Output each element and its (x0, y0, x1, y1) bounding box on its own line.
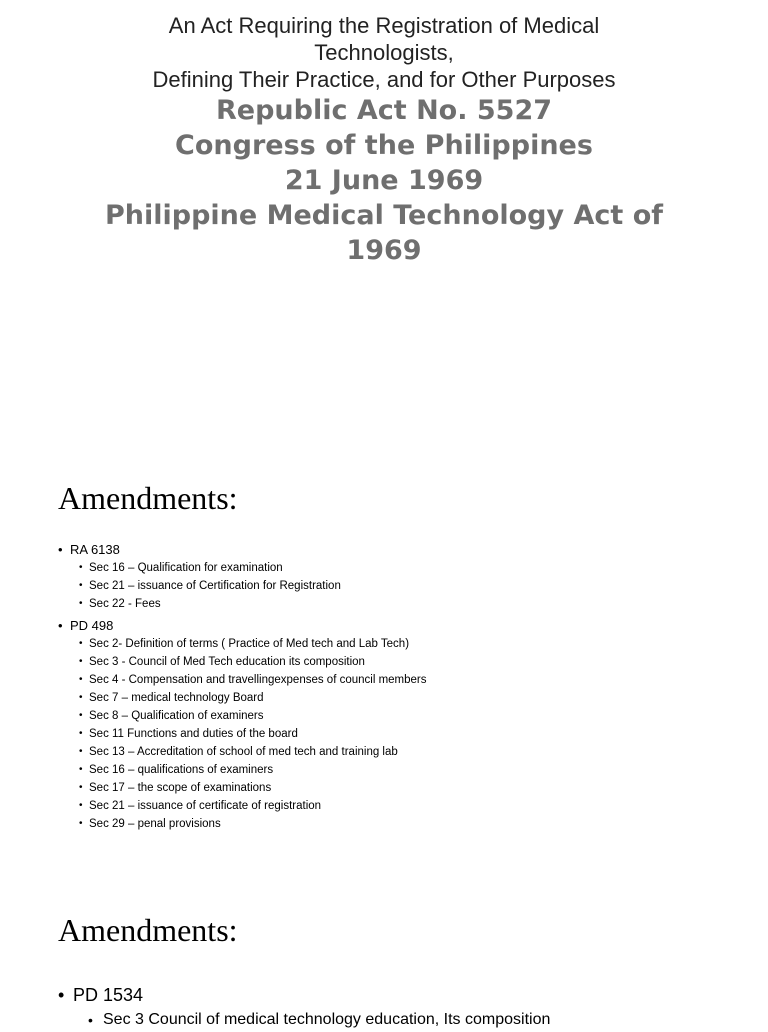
amendments-section (58, 480, 738, 833)
congress-name: Congress of the Philippines (175, 130, 593, 161)
section-item: Sec 7 – medical technology Board (89, 692, 264, 704)
section-item: Sec 13 – Accreditation of school of med tech and training lab (89, 746, 398, 758)
act-title-line: Defining Their Practice, and for Other Purposes (152, 67, 616, 92)
list-item (58, 559, 738, 577)
act-title-line: Technologists, (314, 40, 454, 65)
list-item (58, 725, 738, 743)
document-header (0, 12, 768, 268)
section-item: Sec 21 – issuance of Certification for Registration (89, 580, 341, 592)
act-number: Republic Act No. 5527 (215, 95, 553, 126)
list-item (58, 671, 738, 689)
list-item (58, 815, 738, 833)
section-item: Sec 29 – penal provisions (89, 818, 221, 830)
act-short-title: 1969 (346, 235, 422, 266)
list-item (58, 707, 738, 725)
list-item (58, 595, 738, 613)
section-item: Sec 3 Council of medical technology education, Its composition (103, 1011, 551, 1028)
list-item (58, 577, 738, 595)
list-item (58, 635, 738, 653)
section-item: Sec 21 – issuance of certificate of registration (89, 800, 322, 812)
list-item (58, 761, 738, 779)
list-item (58, 779, 738, 797)
act-title-line: An Act Requiring the Registration of Medical (168, 13, 600, 38)
section-item: Sec 16 – qualifications of examiners (89, 764, 274, 776)
amendments-section (58, 912, 738, 1032)
list-item (58, 617, 738, 635)
section-item: Sec 17 – the scope of examinations (89, 782, 272, 794)
list-item (58, 982, 738, 1008)
section-item: Sec 11 Functions and duties of the board (89, 728, 298, 740)
section-item: Sec 22 - Fees (89, 598, 161, 610)
amendment-label: PD 498 (70, 618, 114, 633)
list-item (58, 743, 738, 761)
section-item: Sec 2- Definition of terms ( Practice of Med tech and Lab Tech) (89, 638, 410, 650)
section-item: Sec 4 - Compensation and travellingexpenses of council members (89, 674, 427, 686)
act-date: 21 June 1969 (284, 165, 484, 196)
amendment-label: PD 1534 (73, 985, 144, 1005)
section-item: Sec 8 – Qualification of examiners (89, 710, 264, 722)
amendments-heading: Amendments: (58, 480, 238, 516)
list-item (58, 689, 738, 707)
amendment-label: RA 6138 (70, 542, 120, 557)
act-short-title: Philippine Medical Technology Act of (104, 200, 664, 231)
section-item: Sec 16 – Qualification for examination (89, 562, 283, 574)
list-item (58, 797, 738, 815)
amendments-list (58, 982, 738, 1032)
amendments-heading: Amendments: (58, 912, 238, 948)
list-item (58, 653, 738, 671)
list-item (58, 1008, 738, 1032)
section-item: Sec 3 - Council of Med Tech education its composition (89, 656, 365, 668)
amendments-list (58, 541, 738, 833)
list-item (58, 541, 738, 559)
